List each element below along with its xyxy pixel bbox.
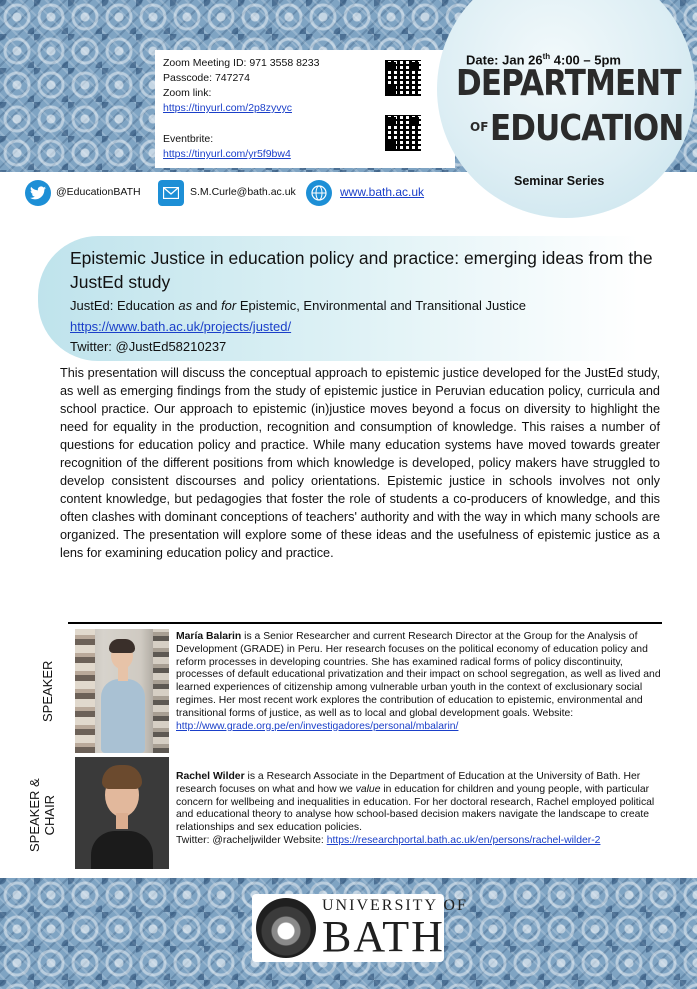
- email-icon[interactable]: [158, 180, 184, 206]
- maria-balarin-website-link[interactable]: http://www.grade.org.pe/en/investigadores/personal/mbalarin/: [176, 720, 459, 732]
- globe-icon[interactable]: [306, 180, 332, 206]
- zoom-link-label: Zoom link:: [163, 87, 212, 99]
- rachel-wilder-photo: [75, 757, 169, 869]
- seminar-series-label: Seminar Series: [514, 174, 605, 188]
- zoom-meeting-id: Zoom Meeting ID: 971 3558 8233: [163, 57, 320, 69]
- logo-bath: BATH: [322, 912, 445, 961]
- rachel-wilder-bio: Rachel Wilder is a Research Associate in the Department of Education at the University of Bath. Her research focuses on what and how we value in education for children and young people, with particular concern for wellbeing and inequalities in education. For her doctoral research, Rachel employed political and educational theory to analyse how school-based decision makers navigate the landscape to create relationships and sex education policies. Twitter: @racheljwilder Website: https://researchportal.bath.ac.uk/en/persons/rachel-wilder-2: [176, 771, 655, 846]
- logo-university-of: UNIVERSITY OF: [322, 897, 468, 914]
- abstract-text: This presentation will discuss the conceptual approach to epistemic justice developed for the JustEd study, as well as emerging findings from the study of epistemic justice in Peruvian education policy, curricula and school practice. Our approach to epistemic (in)justice moves beyond a focus on diversity to highlight the need for equality in the production, recognition and consumption of knowledge. This raises a number of questions for education policy and practice. While many education systems have moved towards greater recognition of the different positions from which knowledge is developed, policy makers have struggled to develop consistent discourses and policy orientations. Epistemic justice in schools involves not only content knowledge, but pedagogies that foster the role of students a co-producers of knowledge, and this often clashes with dominant conceptions of teachers' authority and with the way in which many schools are organized. The presentation will explore some of these ideas and the usefulness of epistemic justice as a lens for examining education policy and practice.: [60, 366, 660, 560]
- contact-email[interactable]: S.M.Curle@bath.ac.uk: [190, 186, 296, 198]
- speaker-role-label: SPEAKER: [40, 660, 55, 722]
- zoom-link[interactable]: https://tinyurl.com/2p8zyvyc: [163, 102, 292, 114]
- zoom-passcode: Passcode: 747274: [163, 72, 250, 84]
- zoom-qr-code[interactable]: [385, 60, 421, 96]
- rachel-wilder-profile-link[interactable]: https://researchportal.bath.ac.uk/en/persons/rachel-wilder-2: [326, 834, 601, 846]
- eventbrite-link[interactable]: https://tinyurl.com/yr5f9bw4: [163, 148, 291, 160]
- eventbrite-qr-code[interactable]: [385, 115, 421, 151]
- project-url[interactable]: https://www.bath.ac.uk/projects/justed/: [70, 319, 292, 334]
- maria-balarin-photo: [75, 629, 169, 753]
- section-divider: [68, 622, 662, 624]
- eventbrite-label: Eventbrite:: [163, 133, 214, 145]
- education-title: EDUCATION: [490, 108, 684, 149]
- event-date: Date: Jan 26th 4:00 – 5pm: [466, 52, 621, 68]
- website-link[interactable]: www.bath.ac.uk: [340, 185, 425, 199]
- twitter-handle[interactable]: @EducationBATH: [56, 186, 141, 198]
- twitter-icon[interactable]: [25, 180, 51, 206]
- speaker-chair-role-label: SPEAKER & CHAIR: [27, 778, 57, 852]
- topic-title: Epistemic Justice in education policy and practice: emerging ideas from the JustEd study: [70, 248, 653, 292]
- project-twitter: Twitter: @JustEd58210237: [70, 339, 227, 354]
- department-title: DEPARTMENT: [456, 63, 681, 104]
- department-of: OF: [470, 120, 489, 134]
- maria-balarin-bio: María Balarin is a Senior Researcher and current Research Director at the Group for the Analysis of Development (GRADE) in Peru. Her research focuses on the political economy of education policy and reform processes in developing countries. She has examined radical forms of policy discontinuity, processes of default educational privatization and their impact on school segregation, as well as lived and learned experiences of citizenship among vulnerable urban youth in the context of exclusionary social regimes. Her most recent work explores the contribution of education to epistemic, environmental and transitional forms of justice, as well as to local and global development goals. Website: http://www.grade.org.pe/en/investigadores/personal/mbalarin/: [176, 631, 661, 732]
- bath-logo-emblem: [256, 898, 316, 958]
- project-subtitle: JustEd: Education as and for Epistemic, Environmental and Transitional Justice: [70, 298, 526, 313]
